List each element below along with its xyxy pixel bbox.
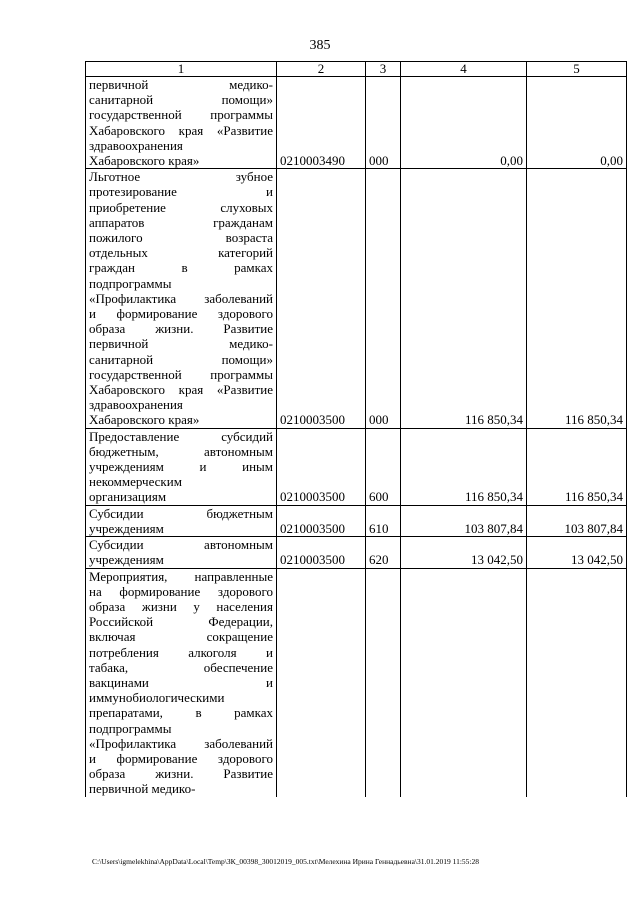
row-code-cell: 0210003490 [277,77,366,169]
row-sum-2019-cell: 116 850,34 [401,169,527,428]
row-name-line: вакцинами и [89,674,273,690]
row-name-line: учреждениям [89,552,164,568]
file-path-footer: C:\Users\igmelekhina\AppData\Local\Temp\ЗК_00398_30012019_005.txt\Мелехина Ирина Геннадьевна\31.01.2019 11:55:28 [92,857,479,866]
row-name-line: Предоставление субсидий [89,428,273,444]
table-row [86,169,627,428]
row-name-line: первичной медико- [89,336,273,352]
row-name-line: аппаратов гражданам [89,214,273,230]
row-name-line: включая сокращение [89,629,273,645]
row-sum-2019-cell [401,568,527,797]
column-header: 1 [86,62,277,77]
row-name-line: Российской Федерации, [89,614,273,630]
row-name-line: на формирование здорового [89,583,273,599]
row-name-line: Хабаровского края» [89,412,200,428]
row-name-line: пожилого возраста [89,230,273,246]
row-sum-2019-cell: 0,00 [401,77,527,169]
row-name-line: учреждениям [89,520,164,536]
row-name-line: «Профилактика заболеваний [89,735,273,751]
row-name-line: государственной программы [89,366,273,382]
row-name-cell [86,169,277,428]
row-name-line: табака, обеспечение [89,659,273,675]
row-name-line: протезирование и [89,184,273,200]
row-name-line: препаратами, в рамках [89,705,273,721]
table-header-row [86,62,627,77]
column-header: 4 [401,62,527,77]
page-number: 385 [309,38,331,53]
row-name-line: Субсидии автономным [89,537,273,553]
row-name-line: образа жизни у населения [89,598,273,614]
row-name-line: «Профилактика заболеваний [89,290,273,306]
row-name-line: здравоохранения [89,397,183,413]
row-name-cell [86,568,277,797]
row-sum-2019-cell: 103 807,84 [401,505,527,536]
row-name-line: учреждениям и иным [89,459,273,475]
row-expense-type-cell: 600 [366,428,401,505]
row-name-line: образа жизни. Развитие [89,321,273,337]
row-name-line: Хабаровского края» [89,153,200,169]
row-name-line: граждан в рамках [89,260,273,276]
row-sum-plan-cell: 116 850,34 [527,428,627,505]
row-code-cell: 0210003500 [277,169,366,428]
column-header: 3 [366,62,401,77]
row-name-line: первичной медико- [89,77,273,92]
row-code-cell: 0210003500 [277,537,366,568]
table-row [86,537,627,568]
row-name-line: и формирование здорового [89,750,273,766]
row-name-cell [86,537,277,568]
table-row [86,428,627,505]
row-name-line: Хабаровского края «Развитие [89,382,273,398]
table-row [86,568,627,797]
table-row [86,77,627,169]
table-row [86,505,627,536]
row-name-line: Хабаровского края «Развитие [89,122,273,138]
row-name-cell [86,77,277,169]
row-expense-type-cell: 000 [366,77,401,169]
row-name-cell [86,505,277,536]
row-name-line: бюджетным, автономным [89,443,273,459]
row-name-cell [86,428,277,505]
row-name-line: организациям [89,489,167,505]
row-code-cell: 0210003500 [277,505,366,536]
row-name-line: иммунобиологическими [89,690,225,706]
row-name-line: санитарной помощи» [89,351,273,367]
row-sum-plan-cell: 13 042,50 [527,537,627,568]
row-sum-2019-cell: 116 850,34 [401,428,527,505]
row-name-line: отдельных категорий [89,245,273,261]
row-name-line: подпрограммы [89,275,172,291]
row-sum-plan-cell: 116 850,34 [527,169,627,428]
row-name-line: потребления алкоголя и [89,644,273,660]
row-expense-type-cell: 620 [366,537,401,568]
row-name-line: Льготное зубное [89,169,273,185]
row-sum-plan-cell: 103 807,84 [527,505,627,536]
row-sum-plan-cell [527,568,627,797]
budget-table [85,61,627,797]
row-name-line: подпрограммы [89,720,172,736]
row-expense-type-cell: 610 [366,505,401,536]
row-name-line: некоммерческим [89,474,182,490]
column-header: 5 [527,62,627,77]
row-expense-type-cell [366,568,401,797]
row-name-line: образа жизни. Развитие [89,766,273,782]
row-name-line: приобретение слуховых [89,199,273,215]
row-name-line: Мероприятия, направленные [89,568,273,584]
row-code-cell: 0210003500 [277,428,366,505]
row-name-line: здравоохранения [89,137,183,153]
row-sum-plan-cell: 0,00 [527,77,627,169]
row-name-line: первичной медико- [89,781,196,797]
row-code-cell [277,568,366,797]
row-name-line: санитарной помощи» [89,92,273,108]
row-expense-type-cell: 000 [366,169,401,428]
row-sum-2019-cell: 13 042,50 [401,537,527,568]
column-header: 2 [277,62,366,77]
row-name-line: Субсидии бюджетным [89,505,273,521]
row-name-line: и формирование здорового [89,306,273,322]
row-name-line: государственной программы [89,107,273,123]
